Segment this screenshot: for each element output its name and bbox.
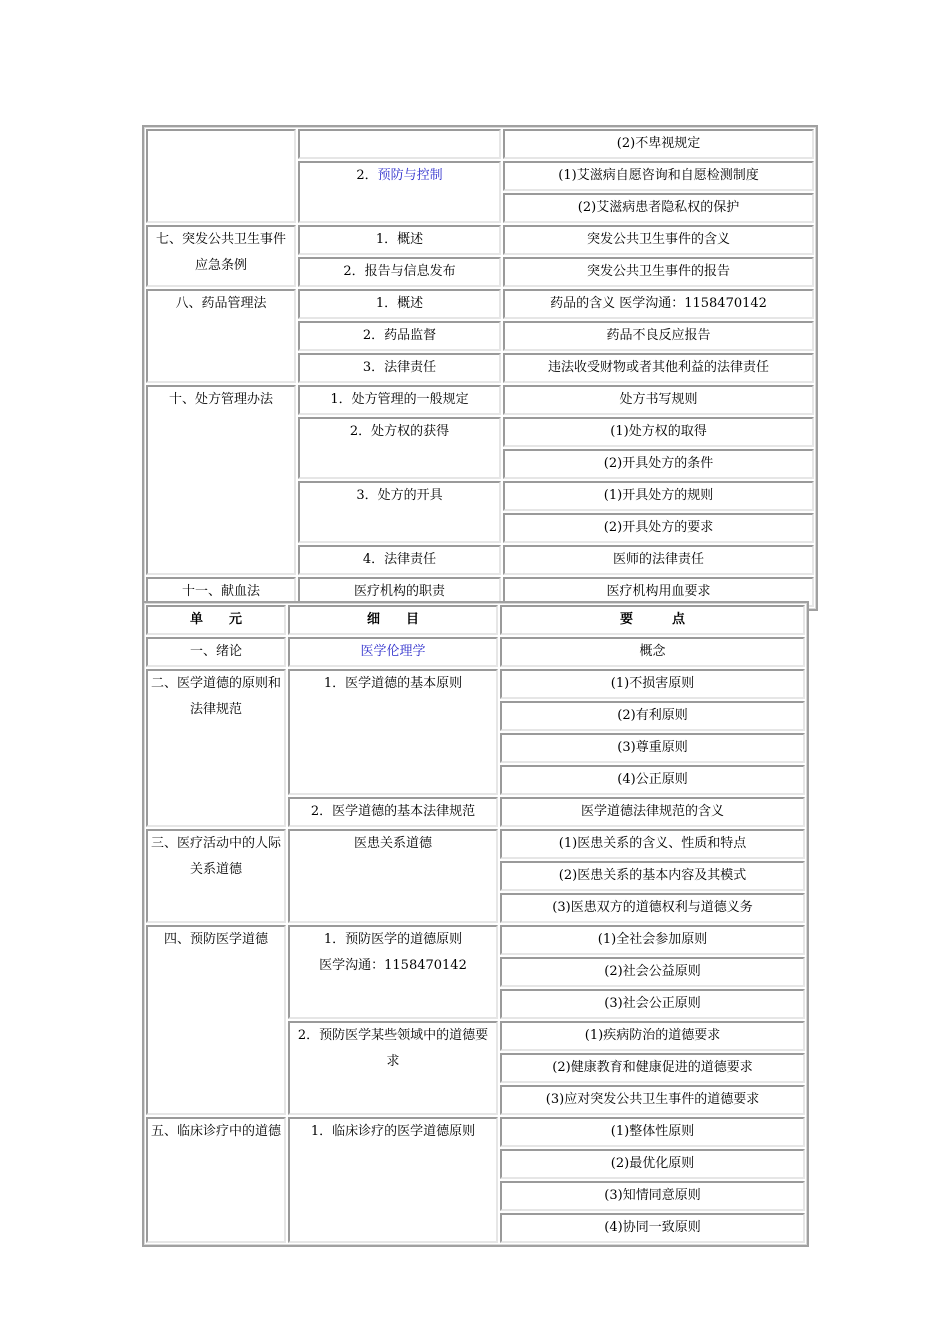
point-cell: 医疗机构用血要求 xyxy=(503,577,814,607)
detail-cell xyxy=(298,161,501,223)
medical-ethics-table xyxy=(142,601,809,1247)
prevention-control-link[interactable]: 预防与控制 xyxy=(377,168,443,183)
point-cell: 违法收受财物或者其他利益的法律责任 xyxy=(503,353,814,383)
point-cell: (3)社会公正原则 xyxy=(500,989,805,1019)
detail-cell: 1．概述 xyxy=(298,289,501,319)
point-cell: (2)社会公益原则 xyxy=(500,957,805,987)
point-cell: (2)开具处方的要求 xyxy=(503,513,814,543)
point-cell: 概念 xyxy=(500,637,805,667)
detail-text: 1．预防医学的道德原则 xyxy=(323,932,463,947)
header-detail: 细 目 xyxy=(288,605,498,635)
header-unit: 单 元 xyxy=(146,605,286,635)
point-cell: 处方书写规则 xyxy=(503,385,814,415)
unit-cell: 十一、献血法 xyxy=(146,577,296,607)
point-cell: (3)应对突发公共卫生事件的道德要求 xyxy=(500,1085,805,1115)
header-point: 要 点 xyxy=(500,605,805,635)
point-cell: (2)艾滋病患者隐私权的保护 xyxy=(503,193,814,223)
point-cell: (1)处方权的取得 xyxy=(503,417,814,447)
point-cell: 医学道德法律规范的含义 xyxy=(500,797,805,827)
point-cell: (2)医患关系的基本内容及其模式 xyxy=(500,861,805,891)
point-cell: (1)整体性原则 xyxy=(500,1117,805,1147)
point-cell: 药品不良反应报告 xyxy=(503,321,814,351)
unit-cell: 二、医学道德的原则和法律规范 xyxy=(146,669,286,827)
point-cell: (2)不卑视规定 xyxy=(503,129,814,159)
unit-cell: 八、药品管理法 xyxy=(146,289,296,383)
contact-note: 医学沟通：1158470142 xyxy=(319,958,467,973)
detail-cell: 1．临床诊疗的医学道德原则 xyxy=(288,1117,498,1243)
detail-cell: 1．处方管理的一般规定 xyxy=(298,385,501,415)
unit-cell: 五、临床诊疗中的道德 xyxy=(146,1117,286,1243)
point-cell: (4)协同一致原则 xyxy=(500,1213,805,1243)
point-cell: 突发公共卫生事件的含义 xyxy=(503,225,814,255)
point-cell: (2)开具处方的条件 xyxy=(503,449,814,479)
detail-cell: 3．处方的开具 xyxy=(298,481,501,543)
point-cell: (1)艾滋病自愿咨询和自愿检测制度 xyxy=(503,161,814,191)
empty-unit-cell xyxy=(146,129,296,223)
point-cell: (2)最优化原则 xyxy=(500,1149,805,1179)
detail-number: 2． xyxy=(356,168,378,183)
detail-cell xyxy=(288,925,498,1019)
detail-cell: 2．处方权的获得 xyxy=(298,417,501,479)
unit-cell: 三、医疗活动中的人际关系道德 xyxy=(146,829,286,923)
unit-cell: 七、突发公共卫生事件应急条例 xyxy=(146,225,296,287)
medical-ethics-link[interactable]: 医学伦理学 xyxy=(288,637,498,667)
detail-cell: 4．法律责任 xyxy=(298,545,501,575)
point-cell: (4)公正原则 xyxy=(500,765,805,795)
point-cell: (1)开具处方的规则 xyxy=(503,481,814,511)
unit-cell: 十、处方管理办法 xyxy=(146,385,296,575)
detail-cell: 2．药品监督 xyxy=(298,321,501,351)
detail-cell: 医患关系道德 xyxy=(288,829,498,923)
unit-cell: 一、绪论 xyxy=(146,637,286,667)
point-cell: (1)医患关系的含义、性质和特点 xyxy=(500,829,805,859)
point-cell: (3)知情同意原则 xyxy=(500,1181,805,1211)
detail-cell: 2．预防医学某些领域中的道德要求 xyxy=(288,1021,498,1115)
point-cell: (2)有利原则 xyxy=(500,701,805,731)
empty-detail-cell xyxy=(298,129,501,159)
detail-cell: 2．医学道德的基本法律规范 xyxy=(288,797,498,827)
point-cell: 突发公共卫生事件的报告 xyxy=(503,257,814,287)
point-cell: (3)尊重原则 xyxy=(500,733,805,763)
detail-cell: 1．医学道德的基本原则 xyxy=(288,669,498,795)
unit-cell: 四、预防医学道德 xyxy=(146,925,286,1115)
detail-cell: 1．概述 xyxy=(298,225,501,255)
point-cell: (2)健康教育和健康促进的道德要求 xyxy=(500,1053,805,1083)
point-cell: (1)全社会参加原则 xyxy=(500,925,805,955)
detail-cell: 3．法律责任 xyxy=(298,353,501,383)
point-cell: (1)不损害原则 xyxy=(500,669,805,699)
point-cell: (1)疾病防治的道德要求 xyxy=(500,1021,805,1051)
point-cell: 药品的含义 医学沟通：1158470142 xyxy=(503,289,814,319)
detail-cell: 2．报告与信息发布 xyxy=(298,257,501,287)
detail-cell: 医疗机构的职责 xyxy=(298,577,501,607)
point-cell: (3)医患双方的道德权利与道德义务 xyxy=(500,893,805,923)
point-cell: 医师的法律责任 xyxy=(503,545,814,575)
regulations-table-continued xyxy=(142,125,818,611)
